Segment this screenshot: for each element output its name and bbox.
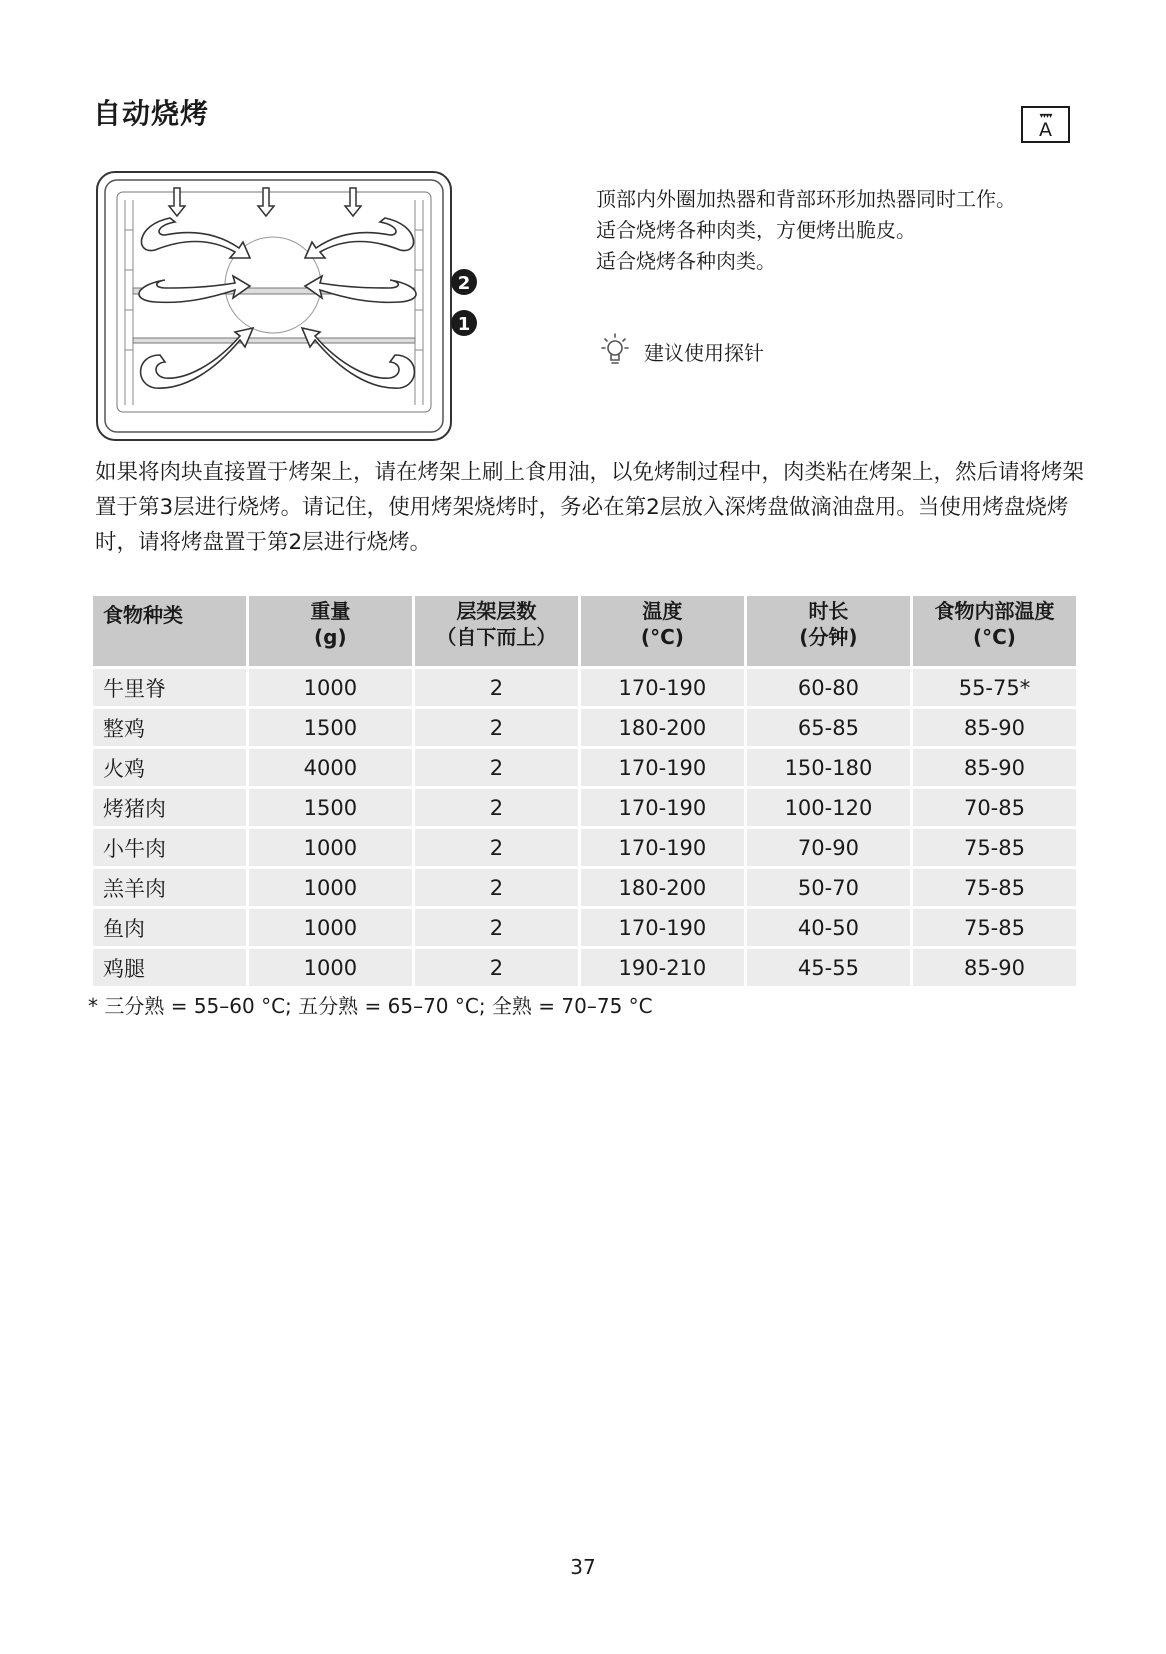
table-row [93,909,1076,946]
cell-core-temperature: 85-90 [913,709,1076,746]
instructions-paragraph: 如果将肉块直接置于烤架上，请在烤架上刷上食用油，以免烤制过程中，肉类粘在烤架上，然后请将烤架置于第3层进行烧烤。请记住，使用烤架烧烤时，务必在第2层放入深烤盘做滴油盘用。当使用烤盘烧烤时，请将烤盘置于第2层进行烧烤。 [95,460,1085,555]
cell-temperature: 180-200 [581,709,744,746]
mode-badge [1021,106,1070,143]
cell-temperature: 180-200 [581,869,744,906]
cell-level: 2 [415,749,578,786]
cell-temperature: 190-210 [581,949,744,986]
table-row [93,709,1076,746]
header-temperature: 温度 (°C) [581,596,744,666]
cell-duration: 65-85 [747,709,910,746]
roasting-table [90,593,1079,989]
cell-food: 鱼肉 [93,909,246,946]
table-row [93,749,1076,786]
table-row [93,869,1076,906]
cell-core-temperature: 55-75* [913,669,1076,706]
level-1-marker: 1 [457,314,471,335]
description-line: 适合烧烤各种肉类。 [596,249,776,273]
table-row [93,829,1076,866]
cell-core-temperature: 70-85 [913,789,1076,826]
table-header-row [93,596,1076,666]
table-row [93,949,1076,986]
cell-level: 2 [415,709,578,746]
cell-core-temperature: 75-85 [913,909,1076,946]
cell-level: 2 [415,789,578,826]
cell-duration: 150-180 [747,749,910,786]
mode-description [596,184,1016,277]
cell-core-temperature: 85-90 [913,949,1076,986]
cell-weight: 1500 [249,709,412,746]
cell-food: 烤猪肉 [93,789,246,826]
description-line: 适合烧烤各种肉类，方便烤出脆皮。 [596,218,916,242]
cell-level: 2 [415,829,578,866]
cell-temperature: 170-190 [581,829,744,866]
level-2-marker: 2 [457,273,471,294]
cell-food: 牛里脊 [93,669,246,706]
cell-duration: 45-55 [747,949,910,986]
cell-level: 2 [415,669,578,706]
cell-duration: 40-50 [747,909,910,946]
cell-temperature: 170-190 [581,669,744,706]
table-row [93,669,1076,706]
cell-temperature: 170-190 [581,749,744,786]
description-line: 顶部内外圈加热器和背部环形加热器同时工作。 [596,187,1016,211]
page-title: 自动烧烤 [93,97,210,130]
probe-tip [596,331,764,371]
header-food-type: 食物种类 [93,596,246,666]
header-weight: 重量 (g) [249,596,412,666]
cell-food: 整鸡 [93,709,246,746]
cell-weight: 1000 [249,669,412,706]
lightbulb-icon [596,331,634,371]
table-row [93,789,1076,826]
cell-level: 2 [415,949,578,986]
cell-weight: 1000 [249,869,412,906]
cell-level: 2 [415,869,578,906]
cell-core-temperature: 75-85 [913,869,1076,906]
mode-letter: A [1039,119,1052,141]
header-rack-level: 层架层数 （自下而上） [415,596,578,666]
cell-food: 小牛肉 [93,829,246,866]
cell-duration: 100-120 [747,789,910,826]
cell-duration: 50-70 [747,869,910,906]
cell-duration: 70-90 [747,829,910,866]
cell-food: 鸡腿 [93,949,246,986]
cell-temperature: 170-190 [581,909,744,946]
cell-level: 2 [415,909,578,946]
cell-weight: 1000 [249,909,412,946]
cell-food: 羔羊肉 [93,869,246,906]
header-core-temperature: 食物内部温度 (°C) [913,596,1076,666]
cell-core-temperature: 85-90 [913,749,1076,786]
header-duration: 时长 (分钟) [747,596,910,666]
page-number: 37 [570,1555,596,1579]
cell-weight: 1500 [249,789,412,826]
heater-dots-icon: ▾▾▾▾ [1039,111,1052,120]
cell-weight: 1000 [249,949,412,986]
doneness-footnote: * 三分熟 = 55–60 °C; 五分熟 = 65–70 °C; 全熟 = 70–75 °C [88,994,653,1018]
cell-core-temperature: 75-85 [913,829,1076,866]
oven-airflow-diagram [95,170,495,445]
cell-duration: 60-80 [747,669,910,706]
cell-weight: 1000 [249,829,412,866]
cell-weight: 4000 [249,749,412,786]
probe-tip-text: 建议使用探针 [644,340,764,365]
cell-food: 火鸡 [93,749,246,786]
cell-temperature: 170-190 [581,789,744,826]
